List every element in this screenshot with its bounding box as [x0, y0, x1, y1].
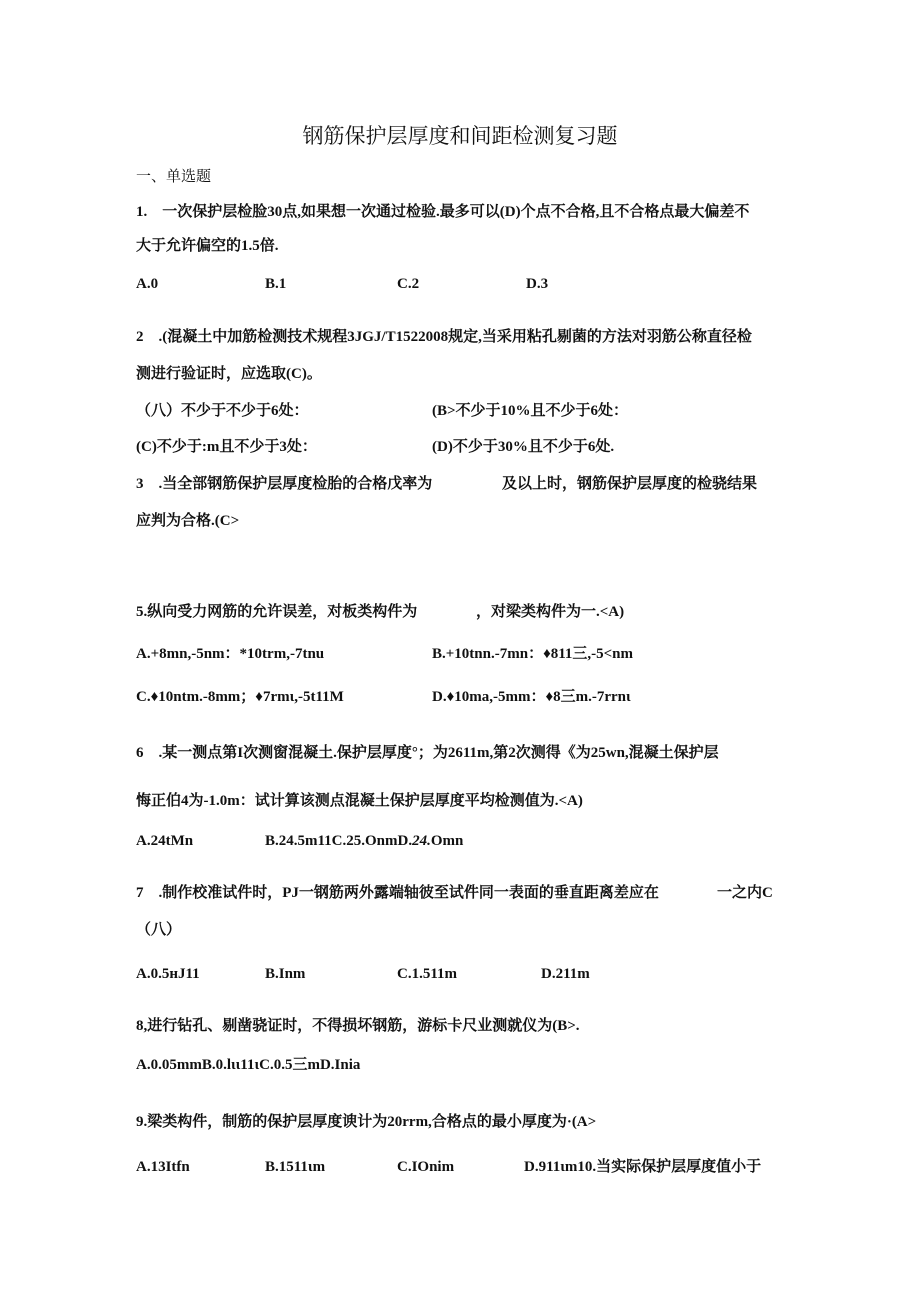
q7-option-a: A.0.5нJ11: [136, 966, 200, 982]
q3-line1-start: 3 .当全部钢筋保护层厚度检胎的合格戊率为: [136, 476, 433, 492]
q7-line1-end: 一之内C: [717, 885, 773, 901]
q1-line1: 1. 一次保护层检脸30点,如果想一次通过检验.最多可以(D)个点不合格,且不合格点最大偏差不: [136, 204, 750, 220]
q5-option-b: B.+10tnn.-7mn：♦811三,-5<nm: [432, 646, 634, 662]
q5-option-a: A.+8mn,-5nm：*10trm,-7tnu: [136, 646, 325, 662]
q8-line1: 8,进行钻孔、剔凿骁证时，不得损坏钢筋，游标卡尺业测就仪为(B>.: [136, 1018, 580, 1034]
q1-option-c: C.2: [397, 276, 420, 292]
q6-option-d-italic: 24.: [412, 833, 431, 849]
q6-options-b-c-d: [265, 831, 463, 851]
q6-option-d-rest: Omn: [430, 833, 464, 849]
q7-option-d: D.211m: [541, 966, 590, 982]
q9-line1: 9.梁类构件，制筋的保护层厚度谀计为20rrm,合格点的最小厚度为·(A>: [136, 1114, 597, 1130]
q2-option-b: (B>不少于10%且不少于6处：: [432, 403, 629, 419]
q3-line1-end: 及以上时，钢筋保护层厚度的检骁结果: [502, 476, 758, 492]
q2-line2: 测进行验证时，应选取(C)。: [136, 366, 322, 382]
q2-option-d: (D)不少于30%且不少于6处.: [432, 439, 615, 455]
q5-line1-end: ，对梁类构件为一.<A): [476, 604, 625, 620]
q9-option-c: C.IOnim: [397, 1159, 455, 1175]
document-title: 钢筋保护层厚度和间距检测复习题: [302, 124, 618, 148]
q7-option-b: B.Inm: [265, 966, 306, 982]
q2-line1: 2 .(混凝土中加筋检测技术规程3JGJ/T1522008规定,当采用粘孔剔菌的方法对羽筋公称直径检: [136, 329, 752, 345]
q1-option-b: B.1: [265, 276, 287, 292]
q1-option-a: A.0: [136, 276, 159, 292]
q7-line2: （八）: [136, 922, 182, 938]
q3-line2: 应判为合格.(C>: [136, 513, 240, 529]
q6-line1: 6 .某一测点第I次测窗混凝土.保护层厚度°；为2611m,第2次测得《为25wn,混凝土保护层: [136, 745, 719, 761]
q5-option-d: D.♦10ma,-5mm：♦8三m.-7rrnι: [432, 689, 631, 705]
q1-option-d: D.3: [526, 276, 549, 292]
q7-option-c: C.1.511m: [397, 966, 457, 982]
q6-options-bc-text: B.24.5m11C.25.OnmD.: [265, 833, 413, 849]
q1-line2: 大于允许偏空的1.5倍.: [136, 238, 279, 254]
q5-option-c: C.♦10ntm.-8mm；♦7rmι,-5t11M: [136, 689, 344, 705]
q6-line2: 悔正伯4为-1.0m：试计算该测点混凝土保护层厚度平均检测值为.<A): [136, 793, 583, 809]
q9-option-d: D.911ιm10.当实际保护层厚度值小于: [524, 1159, 762, 1175]
q7-line1-start: 7 .制作校准试件时，PJ一钢筋两外露端轴彼至试件同一表面的垂直距离差应在: [136, 885, 659, 901]
q8-options: A.0.05mmB.0.lιι11ιC.0.5三mD.Inia: [136, 1057, 361, 1073]
q2-option-c: (C)不少于:m且不少于3处：: [136, 439, 317, 455]
q6-option-a: A.24tMn: [136, 833, 194, 849]
q9-option-a: A.13Itfn: [136, 1159, 190, 1175]
q5-line1-start: 5.纵向受力网筋的允许误差，对板类构件为: [136, 604, 418, 620]
q9-option-b: B.1511ιm: [265, 1159, 326, 1175]
q2-option-a: （八）不少于不少于6处：: [136, 403, 309, 419]
section-heading: 一、单选题: [136, 167, 212, 185]
